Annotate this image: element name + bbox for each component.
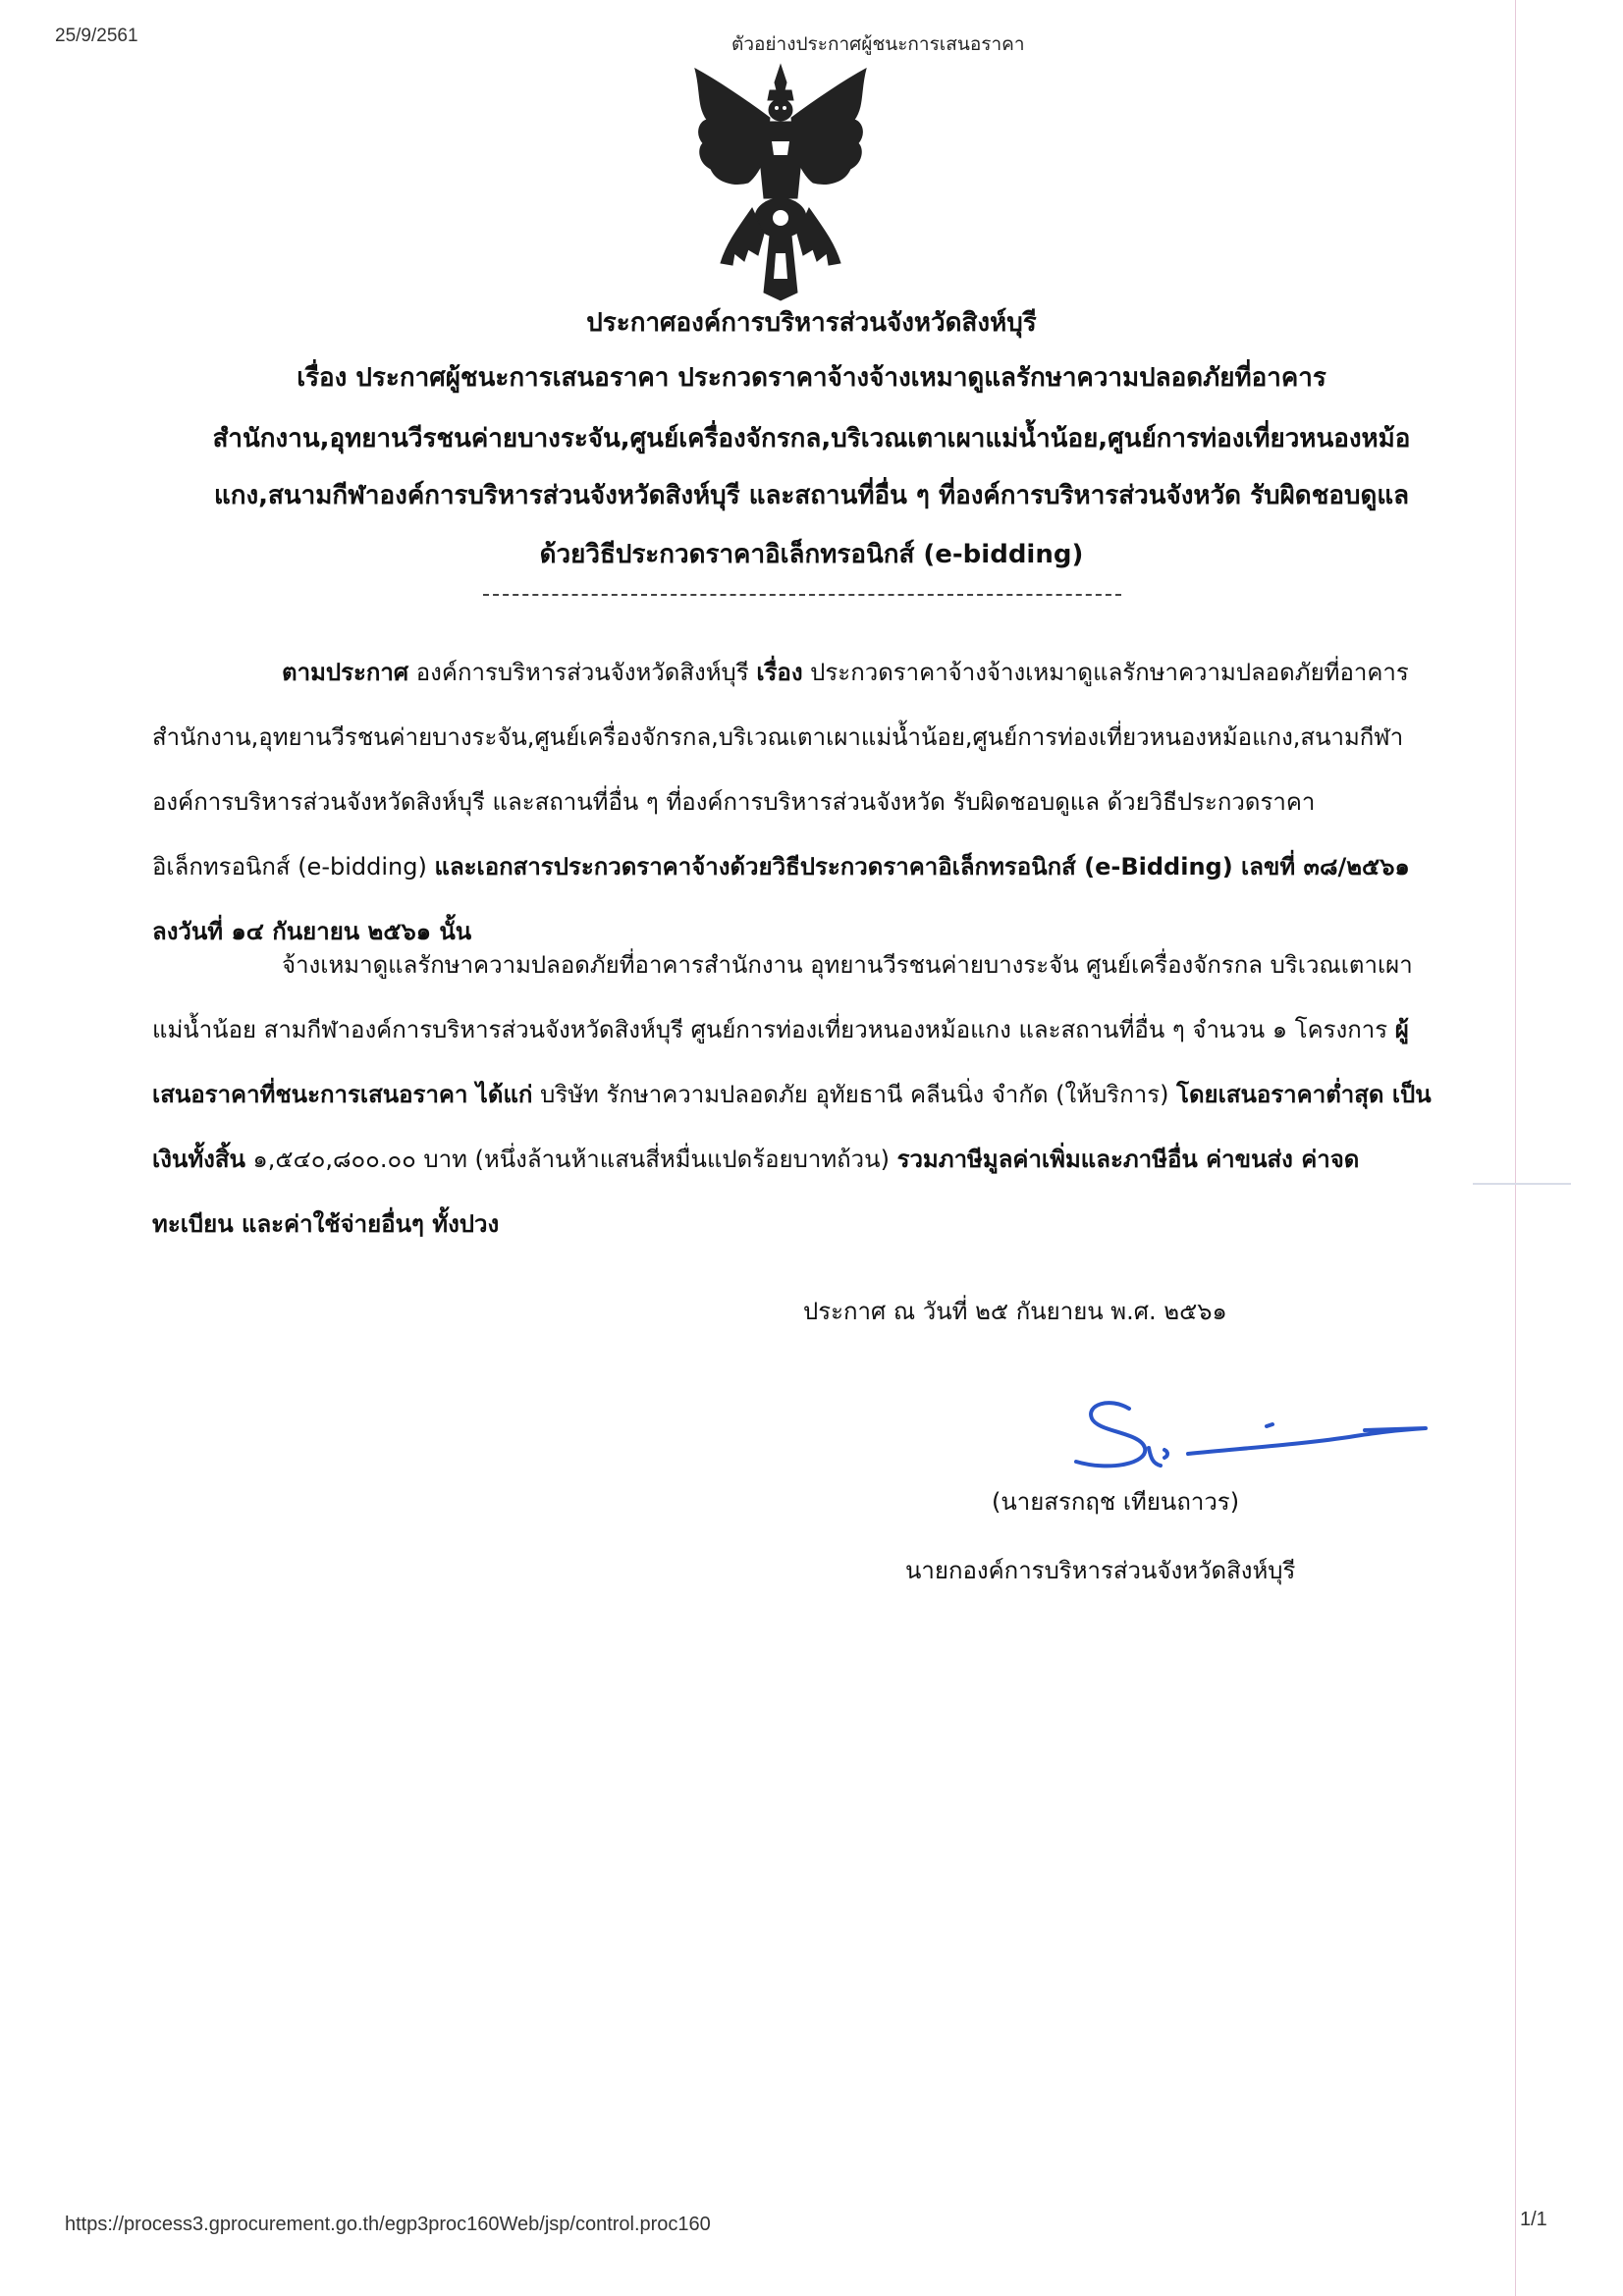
p2-winner-name: บริษัท รักษาความปลอดภัย อุทัยธานี คลีนนิ่ง จำกัด (ให้บริการ) — [532, 1081, 1177, 1108]
p1-agency: องค์การบริหารส่วนจังหวัดสิงห์บุรี — [408, 659, 757, 686]
signer-name: (นายสรกฤช เทียนถาวร) — [992, 1488, 1240, 1516]
print-date: 25/9/2561 — [55, 26, 138, 46]
dashed-divider — [483, 594, 1121, 596]
p2-winner-label: ผู้เสนอราคาที่ชนะการเสนอราคา ได้แก่ — [152, 1016, 1409, 1108]
announce-date: ประกาศ ณ วันที่ ๒๕ กันยายน พ.ศ. ๒๕๖๑ — [803, 1298, 1227, 1325]
heading-subject-line-2: สำนักงาน,อุทยานวีรชนค่ายบางระจัน,ศูนย์เครื่องจักรกล,บริเวณเตาเผาแม่น้ำน้อย,ศูนย์การท่องเที่ยวหนองหม้อ — [212, 424, 1411, 454]
signature-image — [1070, 1389, 1434, 1487]
p1-document-ref: และเอกสารประกวดราคาจ้างด้วยวิธีประกวดราคาอิเล็กทรอนิกส์ (e-Bidding) เลขที่ ๓๘/๒๕๖๑ ลงวันที่ ๑๔ กันยายน ๒๕๖๑ นั้น — [152, 853, 1410, 945]
footer-url: https://process3.gprocurement.go.th/egp3proc160Web/jsp/control.proc160 — [65, 2214, 711, 2235]
paragraph-reference — [152, 640, 1434, 964]
scan-mark — [1473, 1183, 1571, 1185]
p2-project: จ้างเหมาดูแลรักษาความปลอดภัยที่อาคารสำนักงาน อุทยานวีรชนค่ายบางระจัน ศูนย์เครื่องจักรกล บริเวณเตาเผาแม่น้ำน้อย สามกีฬาองค์การบริหารส่วนจังหวัดสิงห์บุรี ศูนย์การท่องเที่ยวหนองหม้อแกง และสถานที่อื่น ๆ จำนวน ๑ โครงการ — [152, 951, 1413, 1043]
print-title: ตัวอย่างประกาศผู้ชนะการเสนอราคา — [731, 33, 1025, 55]
p2-price: ๑,๕๔๐,๘๐๐.๐๐ บาท (หนึ่งล้านห้าแสนสี่หมื่นแปดร้อยบาทถ้วน) — [244, 1146, 897, 1173]
heading-subject-line-1: เรื่อง ประกาศผู้ชนะการเสนอราคา ประกวดราคาจ้างจ้างเหมาดูแลรักษาความปลอดภัยที่อาคาร — [297, 363, 1326, 393]
heading-subject-line-3: แกง,สนามกีฬาองค์การบริหารส่วนจังหวัดสิงห์บุรี และสถานที่อื่น ๆ ที่องค์การบริหารส่วนจังหวัด รับผิดชอบดูแล — [213, 481, 1410, 510]
p1-subject: ประกวดราคาจ้างจ้างเหมาดูแลรักษาความปลอดภัยที่อาคารสำนักงาน,อุทยานวีรชนค่ายบางระจัน,ศูนย์เครื่องจักรกล,บริเวณเตาเผาแม่น้ำน้อย,ศูนย์การท่องเที่ยวหนองหม้อแกง,สนามกีฬาองค์การบริหารส่วนจังหวัดสิงห์บุรี และสถานที่อื่น ๆ ที่องค์การบริหารส่วนจังหวัด รับผิดชอบดูแล ด้วยวิธีประกวดราคาอิเล็กทรอนิกส์ (e-bidding) — [152, 659, 1409, 881]
p1-lead: ตามประกาศ — [282, 659, 409, 686]
signer-position: นายกองค์การบริหารส่วนจังหวัดสิงห์บุรี — [905, 1557, 1296, 1584]
p2-inclusive-note: รวมภาษีมูลค่าเพิ่มและภาษีอื่น ค่าขนส่ง ค่าจดทะเบียน และค่าใช้จ่ายอื่นๆ ทั้งปวง — [152, 1146, 1360, 1238]
page-number: 1/1 — [1520, 2209, 1547, 2230]
p1-subject-label: เรื่อง — [756, 659, 803, 686]
heading-subject-line-4: ด้วยวิธีประกวดราคาอิเล็กทรอนิกส์ (e-bidding) — [539, 540, 1084, 569]
paragraph-winner — [152, 933, 1434, 1256]
garuda-emblem-icon — [687, 61, 874, 302]
heading-agency: ประกาศองค์การบริหารส่วนจังหวัดสิงห์บุรี — [586, 308, 1037, 338]
p2-price-label: โดยเสนอราคาต่ำสุด เป็นเงินทั้งสิ้น — [152, 1081, 1432, 1173]
